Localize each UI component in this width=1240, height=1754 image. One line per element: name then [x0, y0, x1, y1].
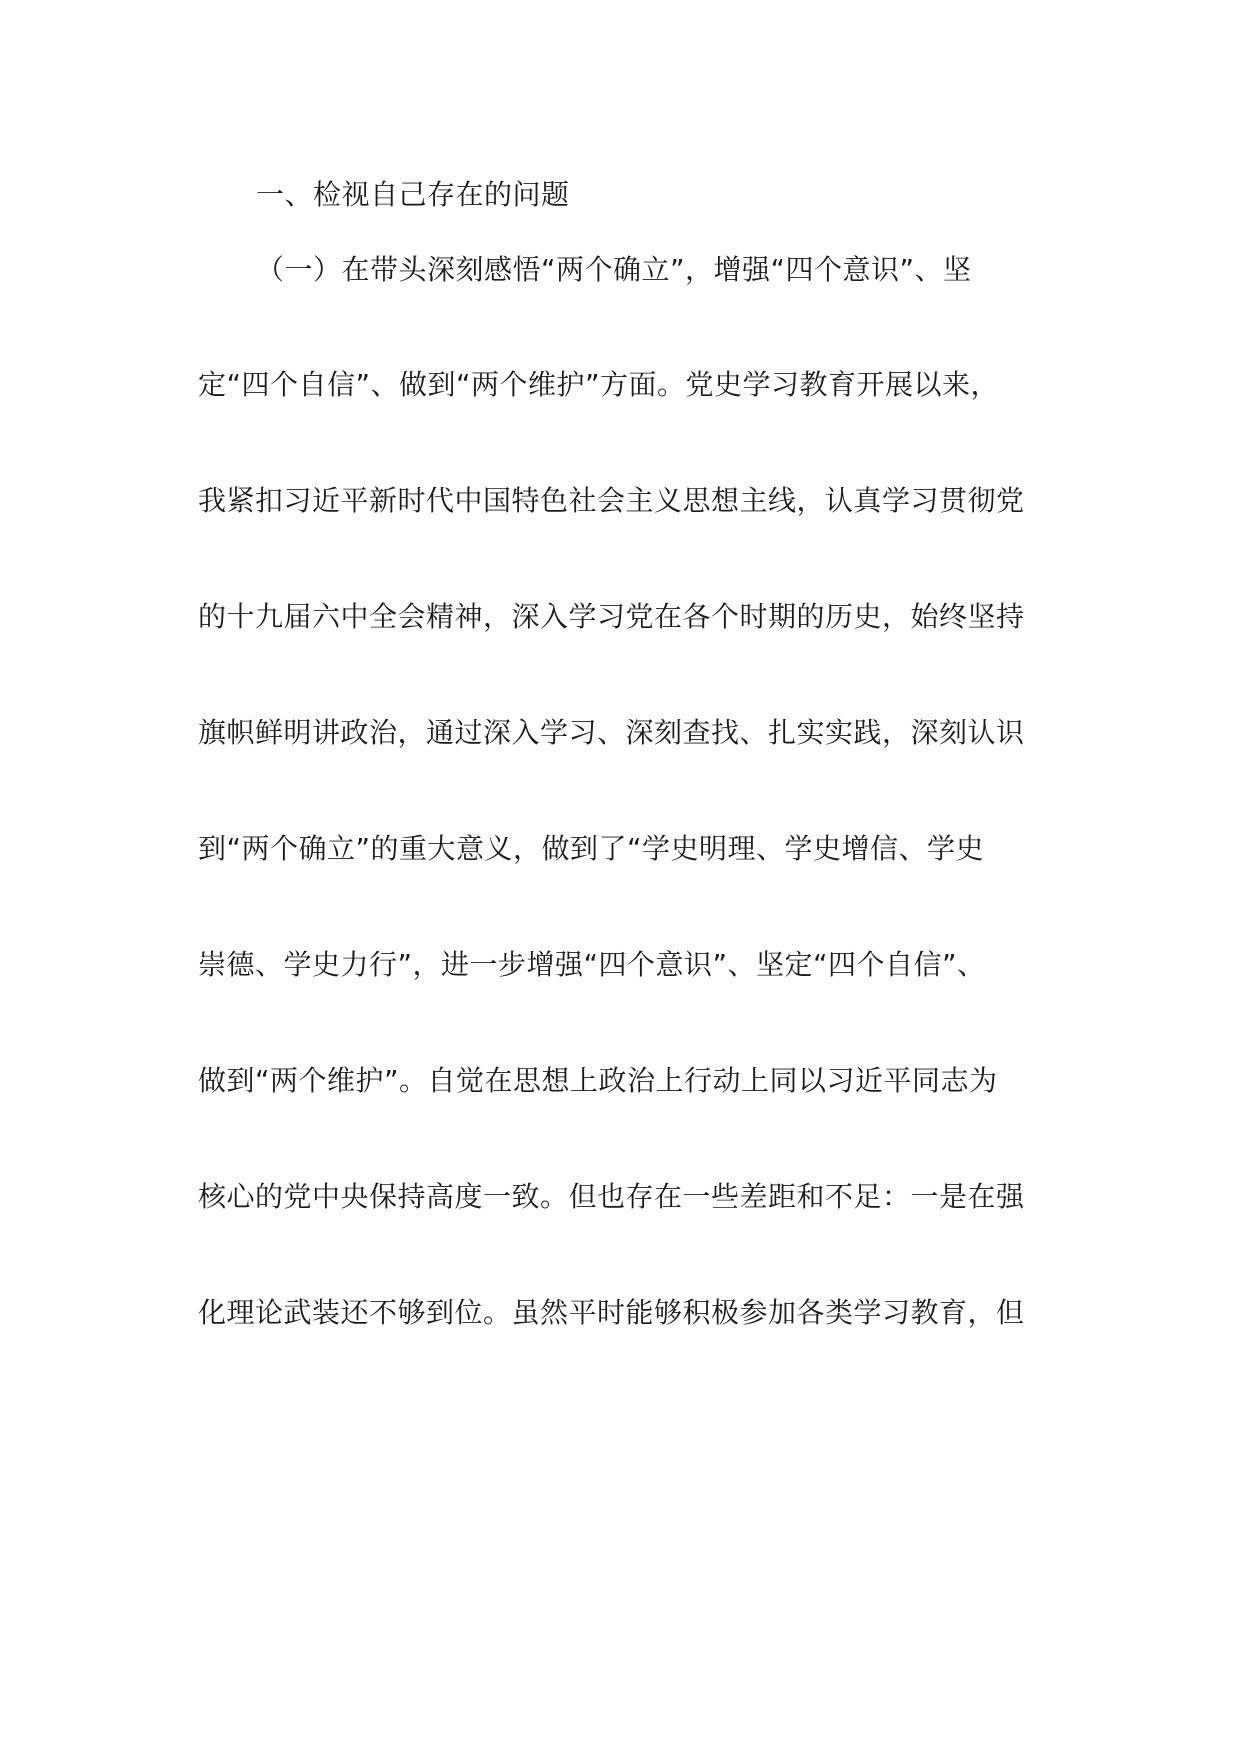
paragraph-line: 定“四个自信”、做到“两个维护”方面。党史学习教育开展以来， [198, 368, 1000, 401]
paragraph-line: 做到“两个维护”。自觉在思想上政治上行动上同以习近平同志为 [198, 1064, 998, 1097]
paragraph-line: 崇德、学史力行”，进一步增强“四个意识”、坚定“四个自信”、 [198, 948, 986, 981]
paragraph-line: 我紧扣习近平新时代中国特色社会主义思想主线，认真学习贯彻党 [198, 484, 1025, 517]
section-heading: 一、检视自己存在的问题 [256, 178, 570, 211]
paragraph-line: 旗帜鲜明讲政治，通过深入学习、深刻查找、扎实实践，深刻认识 [198, 716, 1025, 749]
paragraph-line: 核心的党中央保持高度一致。但也存在一些差距和不足：一是在强 [198, 1180, 1025, 1213]
paragraph-line: 的十九届六中全会精神，深入学习党在各个时期的历史，始终坚持 [198, 600, 1025, 633]
paragraph-line: 到“两个确立”的重大意义，做到了“学史明理、学史增信、学史 [198, 832, 985, 865]
paragraph-line: 化理论武装还不够到位。虽然平时能够积极参加各类学习教育，但 [198, 1296, 1025, 1329]
paragraph-line: （一）在带头深刻感悟“两个确立”，增强“四个意识”、坚 [256, 253, 972, 286]
